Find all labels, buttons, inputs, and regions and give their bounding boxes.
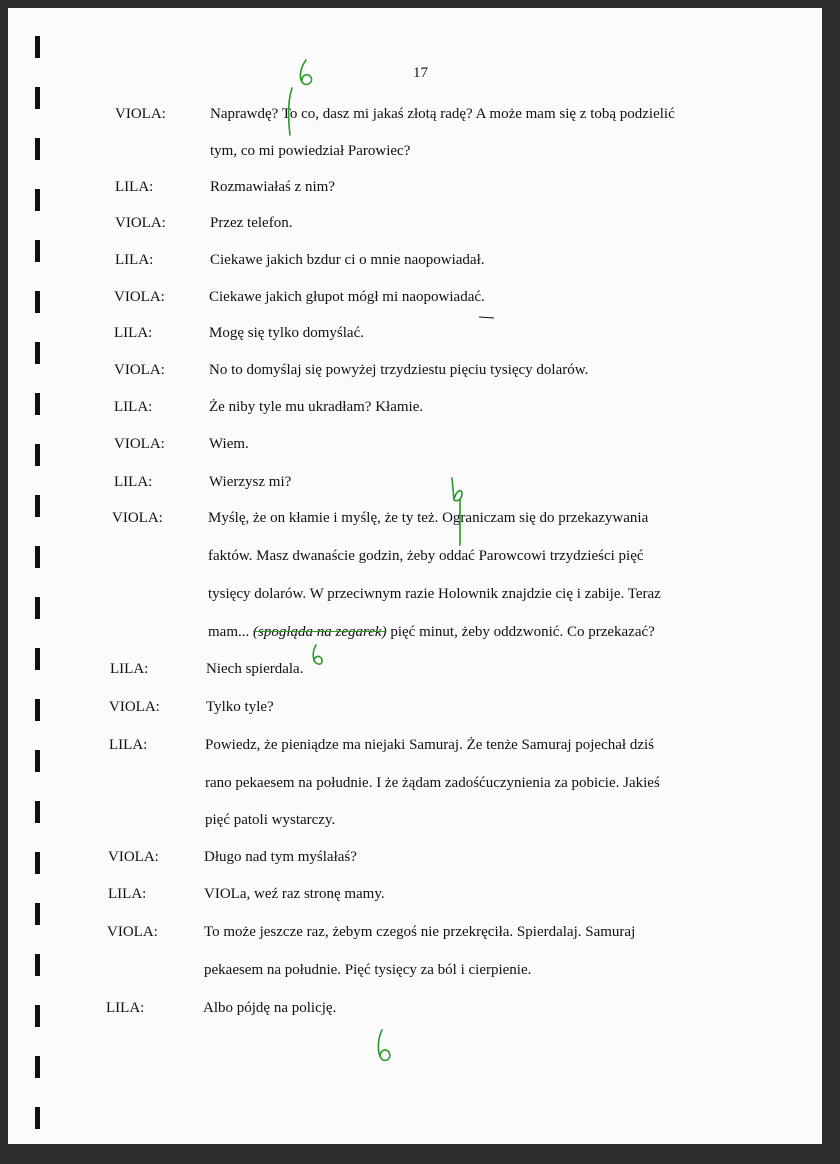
binding-hole bbox=[35, 903, 40, 925]
speaker-label: LILA: bbox=[114, 399, 153, 415]
binding-hole bbox=[35, 87, 40, 109]
binding-hole bbox=[35, 1107, 40, 1129]
binding-hole bbox=[35, 801, 40, 823]
speaker-label: VIOLA: bbox=[115, 106, 166, 122]
dialogue-line: Ciekawe jakich bzdur ci o mnie naopowiadał. bbox=[210, 252, 485, 268]
binding-hole bbox=[35, 291, 40, 313]
dialogue-line: Wiem. bbox=[209, 436, 249, 452]
speaker-label: VIOLA: bbox=[114, 436, 165, 452]
binding-hole bbox=[35, 597, 40, 619]
speaker-label: VIOLA: bbox=[114, 362, 165, 378]
dialogue-line: Rozmawiałaś z nim? bbox=[210, 179, 335, 195]
speaker-label: LILA: bbox=[114, 474, 153, 490]
dialogue-line: faktów. Masz dwanaście godzin, żeby oddać Parowcowi trzydzieści pięć bbox=[208, 548, 644, 564]
dialogue-line: Naprawdę? To co, dasz mi jakaś złotą radę? A może mam się z tobą podzielić bbox=[210, 106, 675, 122]
dialogue-line: Albo pójdę na policję. bbox=[203, 1000, 337, 1016]
binding-hole bbox=[35, 648, 40, 670]
binding-hole bbox=[35, 393, 40, 415]
speaker-label: LILA: bbox=[106, 1000, 145, 1016]
speaker-label: LILA: bbox=[115, 179, 154, 195]
binding-hole bbox=[35, 189, 40, 211]
dialogue-line: Wierzysz mi? bbox=[209, 474, 292, 490]
dialogue-line: No to domyślaj się powyżej trzydziestu pięciu tysięcy dolarów. bbox=[209, 362, 589, 378]
dialogue-line: pekaesem na południe. Pięć tysięcy za ból i cierpienie. bbox=[204, 962, 532, 978]
speaker-label: LILA: bbox=[110, 661, 149, 677]
binding-hole bbox=[35, 444, 40, 466]
binding-hole bbox=[35, 852, 40, 874]
binding-hole bbox=[35, 342, 40, 364]
binding-hole bbox=[35, 750, 40, 772]
speaker-label: VIOLA: bbox=[112, 510, 163, 526]
binding-holes bbox=[35, 8, 45, 1144]
speaker-label: LILA: bbox=[115, 252, 154, 268]
speaker-label: VIOLA: bbox=[107, 924, 158, 940]
dialogue-line: To może jeszcze raz, żebym czegoś nie przekręciła. Spierdalaj. Samuraj bbox=[204, 924, 636, 940]
speaker-label: LILA: bbox=[108, 886, 147, 902]
dialogue-line: VIOLa, weź raz stronę mamy. bbox=[204, 886, 385, 902]
dialogue-line: Niech spierdala. bbox=[206, 661, 304, 677]
binding-hole bbox=[35, 954, 40, 976]
line-text-before: mam... bbox=[208, 624, 253, 640]
binding-hole bbox=[35, 36, 40, 58]
binding-hole bbox=[35, 1005, 40, 1027]
dialogue-line: Że niby tyle mu ukradłam? Kłamie. bbox=[209, 399, 424, 415]
dialogue-line: Tylko tyle? bbox=[206, 699, 274, 715]
binding-hole bbox=[35, 495, 40, 517]
dialogue-line bbox=[208, 624, 655, 641]
speaker-label: VIOLA: bbox=[115, 215, 166, 231]
binding-hole bbox=[35, 546, 40, 568]
line-text-after: pięć minut, żeby oddzwonić. Co przekazać? bbox=[386, 624, 655, 640]
speaker-label: LILA: bbox=[109, 737, 148, 753]
binding-hole bbox=[35, 240, 40, 262]
page-number: 17 bbox=[413, 65, 428, 81]
speaker-label: VIOLA: bbox=[114, 289, 165, 305]
dialogue-line: Długo nad tym myślałaś? bbox=[204, 849, 357, 865]
dialogue-line: Przez telefon. bbox=[210, 215, 293, 231]
speaker-label: LILA: bbox=[114, 325, 153, 341]
dialogue-line: Myślę, że on kłamie i myślę, że ty też. Ograniczam się do przekazywania bbox=[208, 510, 649, 526]
dialogue-line: rano pekaesem na południe. I że żądam zadośćuczynienia za pobicie. Jakieś bbox=[205, 775, 660, 791]
dialogue-line: Powiedz, że pieniądze ma niejaki Samuraj. Że tenże Samuraj pojechał dziś bbox=[205, 737, 654, 753]
dialogue-line: Mogę się tylko domyślać. bbox=[209, 325, 364, 341]
stage-direction: (spogląda na zegarek) bbox=[253, 624, 387, 640]
binding-hole bbox=[35, 699, 40, 721]
dialogue-line: pięć patoli wystarczy. bbox=[205, 812, 336, 828]
binding-hole bbox=[35, 1056, 40, 1078]
speaker-label: VIOLA: bbox=[108, 849, 159, 865]
speaker-label: VIOLA: bbox=[109, 699, 160, 715]
dialogue-line: Ciekawe jakich głupot mógł mi naopowiadać. bbox=[209, 289, 485, 305]
dialogue-line: tysięcy dolarów. W przeciwnym razie Holownik znajdzie cię i zabije. Teraz bbox=[208, 586, 661, 602]
script-page bbox=[8, 8, 822, 1144]
binding-hole bbox=[35, 138, 40, 160]
dialogue-line: tym, co mi powiedział Parowiec? bbox=[210, 143, 411, 159]
